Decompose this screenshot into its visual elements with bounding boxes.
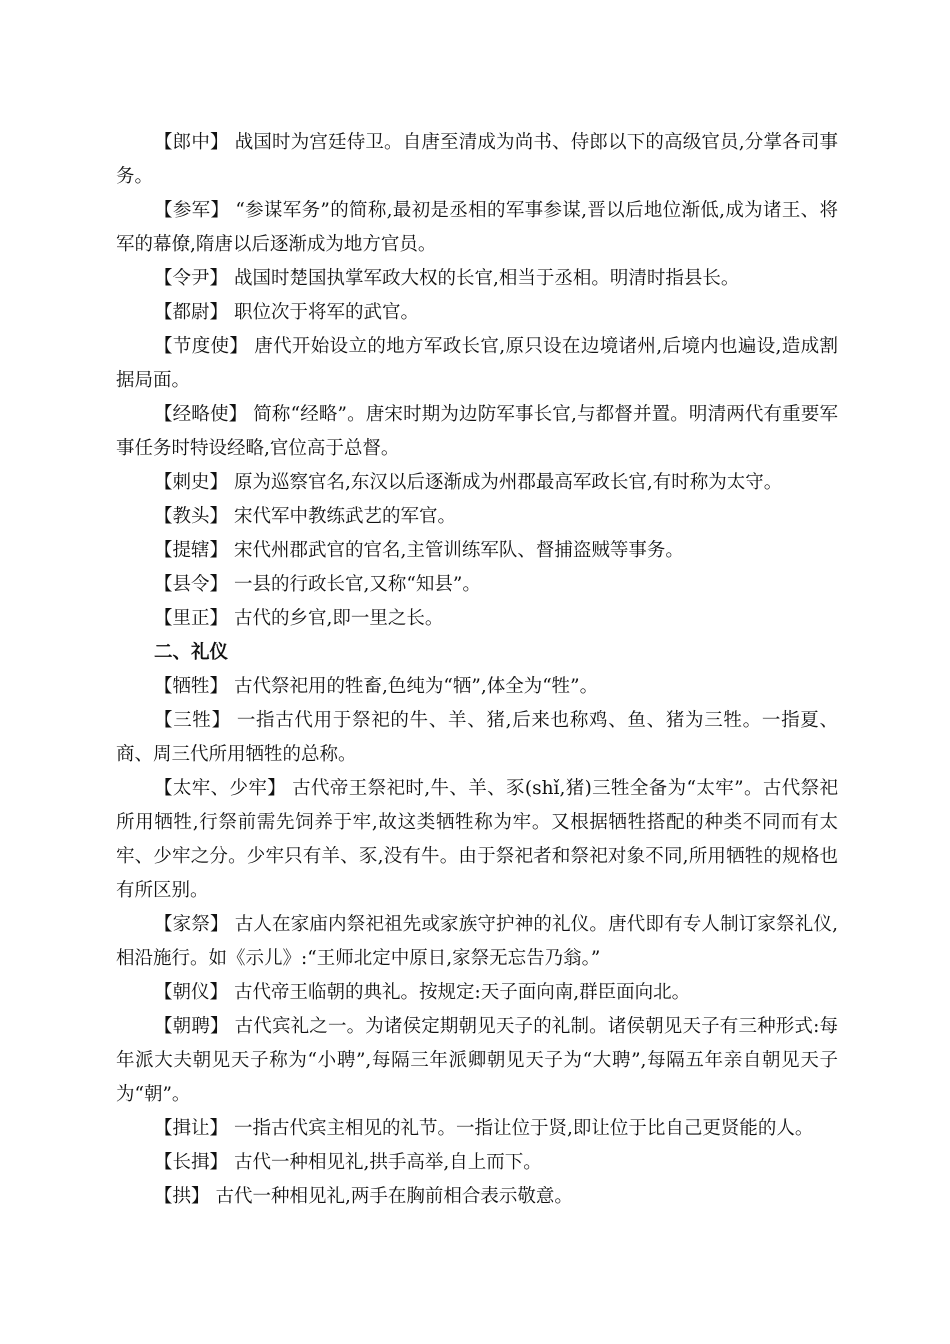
entry-definition: 古代的乡官,即一里之长。 (234, 608, 444, 629)
entry-definition: 原为巡察官名,东汉以后逐渐成为州郡最高军政长官,有时称为太守。 (234, 472, 783, 493)
entry-definition: 简称“经略”。唐宋时期为边防军事长官,与都督并置。明清两代有重要军事任务时特设经略,官位高于总督。 (116, 404, 838, 459)
entry-term: 【太牢、少牢】 (154, 778, 287, 799)
entry-definition: 一指古代用于祭祀的牛、羊、猪,后来也称鸡、鱼、猪为三牲。一指夏、商、周三代所用牺牲的总称。 (116, 710, 838, 765)
entry-jiaotou (116, 500, 838, 534)
entry-definition: 战国时楚国执掌军政大权的长官,相当于丞相。明清时指县长。 (234, 268, 740, 289)
entry-definition: 古代一种相见礼,拱手高举,自上而下。 (234, 1152, 542, 1173)
entry-langzhong (116, 126, 838, 194)
entry-chaoyi (116, 976, 838, 1010)
entry-jiaji (116, 908, 838, 976)
entry-sansheng (116, 704, 838, 772)
entry-definition: 古代一种相见礼,两手在胸前相合表示敬意。 (215, 1186, 573, 1207)
entry-definition: 古代帝王临朝的典礼。按规定:天子面向南,群臣面向北。 (234, 982, 691, 1003)
entry-lingyin (116, 262, 838, 296)
entry-lizheng (116, 602, 838, 636)
entry-term: 【刺史】 (154, 472, 229, 493)
section-heading: 二、礼仪 (154, 642, 229, 663)
entry-term: 【经略使】 (154, 404, 248, 425)
entry-term: 【参军】 (154, 200, 230, 221)
entry-definition: 宋代州郡武官的官名,主管训练军队、督捕盗贼等事务。 (234, 540, 684, 561)
entry-jinglueshi (116, 398, 838, 466)
entry-gong (116, 1180, 838, 1214)
entry-xisheng (116, 670, 838, 704)
entry-term: 【里正】 (154, 608, 229, 629)
entry-term: 【节度使】 (154, 336, 249, 357)
entry-definition: 职位次于将军的武官。 (234, 302, 420, 323)
entry-changyi (116, 1146, 838, 1180)
entry-term: 【朝聘】 (154, 1016, 229, 1037)
entry-chaopin (116, 1010, 838, 1112)
entry-canjun (116, 194, 838, 262)
entry-definition: 古代帝王祭祀时,牛、羊、豕(shǐ,猪)三牲全备为“太牢”。古代祭祀所用牺牲,行祭前需先饲养于牢,故这类牺牲称为牢。又根据牺牲搭配的种类不同而有太牢、少牢之分。少牢只有羊、豕,没有牛。由于祭祀者和祭祀对象不同,所用牺牲的规格也有所区别。 (116, 778, 838, 901)
entry-term: 【拱】 (154, 1186, 210, 1207)
entry-term: 【郎中】 (154, 132, 229, 153)
entry-term: 【提辖】 (154, 540, 229, 561)
entry-duwei (116, 296, 838, 330)
entry-term: 【都尉】 (154, 302, 229, 323)
entry-definition: 一指古代宾主相见的礼节。一指让位于贤,即让位于比自己更贤能的人。 (234, 1118, 814, 1139)
entry-definition: 古人在家庙内祭祀祖先或家族守护神的礼仪。唐代即有专人制订家祭礼仪,相沿施行。如《示儿》:“王师北定中原日,家祭无忘告乃翁。” (116, 914, 838, 969)
entry-definition: 宋代军中教练武艺的军官。 (234, 506, 457, 527)
entry-yirang (116, 1112, 838, 1146)
entry-definition: 一县的行政长官,又称“知县”。 (234, 574, 481, 595)
entry-term: 【令尹】 (154, 268, 229, 289)
entry-term: 【县令】 (154, 574, 229, 595)
entry-definition: 古代祭祀用的牲畜,色纯为“牺”,体全为“牲”。 (234, 676, 599, 697)
entry-jiedushi (116, 330, 838, 398)
entry-xianling (116, 568, 838, 602)
entry-term: 【牺牲】 (154, 676, 229, 697)
entry-term: 【揖让】 (154, 1118, 229, 1139)
document-body (116, 126, 838, 1214)
entry-definition: 战国时为宫廷侍卫。自唐至清成为尚书、侍郎以下的高级官员,分掌各司事务。 (116, 132, 838, 187)
entry-definition: 唐代开始设立的地方军政长官,原只设在边境诸州,后境内也遍设,造成割据局面。 (116, 336, 838, 391)
entry-definition: “参谋军务”的简称,最初是丞相的军事参谋,晋以后地位渐低,成为诸王、将军的幕僚,隋唐以后逐渐成为地方官员。 (116, 200, 838, 255)
entry-term: 【长揖】 (154, 1152, 229, 1173)
entry-definition: 古代宾礼之一。为诸侯定期朝见天子的礼制。诸侯朝见天子有三种形式:每年派大夫朝见天子称为“小聘”,每隔三年派卿朝见天子为“大聘”,每隔五年亲自朝见天子为“朝”。 (116, 1016, 838, 1105)
entry-term: 【朝仪】 (154, 982, 229, 1003)
entry-term: 【三牲】 (154, 710, 231, 731)
entry-tailao-shaolao (116, 772, 838, 908)
entry-cishi (116, 466, 838, 500)
entry-term: 【家祭】 (154, 914, 229, 935)
entry-tixia (116, 534, 838, 568)
entry-term: 【教头】 (154, 506, 229, 527)
